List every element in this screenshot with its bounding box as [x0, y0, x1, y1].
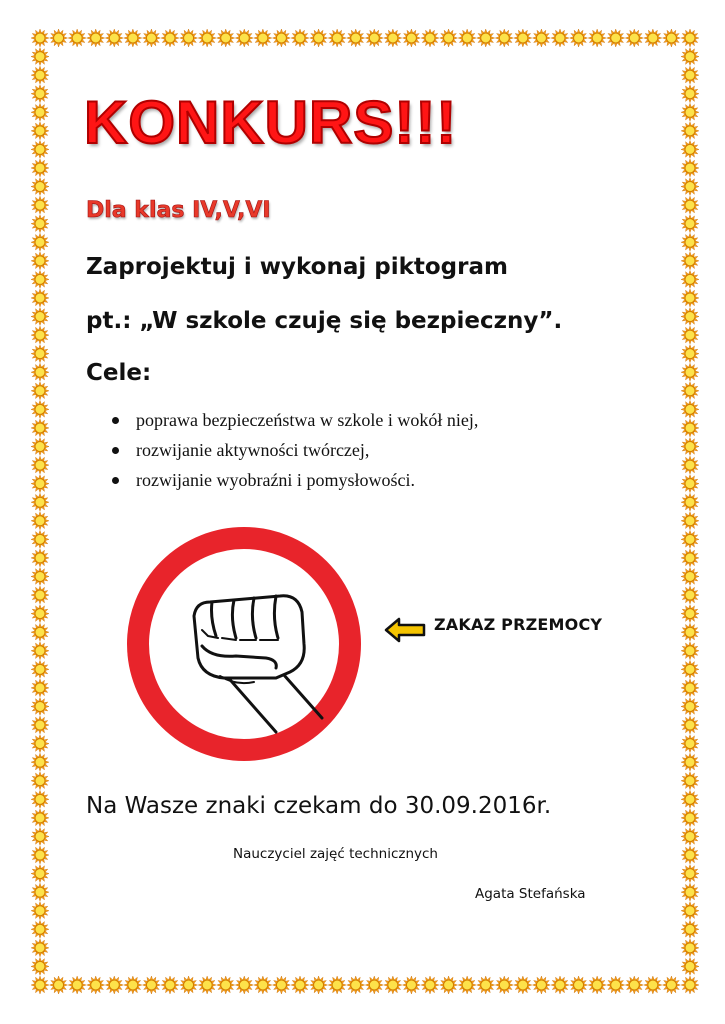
goals-heading: Cele:	[86, 360, 152, 386]
sun-flower-icon	[31, 345, 49, 363]
bullet-dot-icon	[112, 477, 119, 484]
sun-flower-icon	[440, 976, 458, 994]
sun-flower-icon	[681, 809, 699, 827]
sun-flower-icon	[681, 586, 699, 604]
sun-flower-icon	[31, 233, 49, 251]
sun-flower-icon	[532, 976, 550, 994]
sun-flower-icon	[31, 270, 49, 288]
sun-flower-icon	[50, 29, 68, 47]
sun-flower-icon	[31, 382, 49, 400]
sun-flower-icon	[681, 753, 699, 771]
sun-flower-icon	[272, 29, 290, 47]
sun-flower-icon	[347, 976, 365, 994]
sun-flower-icon	[421, 29, 439, 47]
sun-flower-icon	[681, 920, 699, 938]
sun-flower-icon	[384, 976, 402, 994]
sun-flower-icon	[31, 289, 49, 307]
teacher-name: Agata Stefańska	[475, 886, 586, 902]
sun-flower-icon	[254, 29, 272, 47]
sun-flower-icon	[458, 29, 476, 47]
sun-flower-icon	[681, 140, 699, 158]
sun-flower-icon	[31, 939, 49, 957]
sun-flower-icon	[570, 976, 588, 994]
sun-flower-icon	[681, 697, 699, 715]
sun-flower-icon	[681, 530, 699, 548]
sun-flower-icon	[235, 29, 253, 47]
sun-flower-icon	[254, 976, 272, 994]
sun-flower-icon	[198, 29, 216, 47]
goal-text: rozwijanie wyobraźni i pomysłowości.	[136, 470, 415, 490]
sun-flower-icon	[31, 586, 49, 604]
sun-flower-icon	[31, 660, 49, 678]
sun-flower-icon	[532, 29, 550, 47]
sun-flower-icon	[161, 29, 179, 47]
sun-flower-icon	[31, 716, 49, 734]
sun-flower-icon	[31, 215, 49, 233]
sun-flower-icon	[402, 976, 420, 994]
sun-flower-icon	[105, 29, 123, 47]
sun-flower-icon	[291, 976, 309, 994]
list-item	[108, 435, 478, 465]
sun-flower-icon	[514, 976, 532, 994]
sun-flower-icon	[681, 85, 699, 103]
sun-flower-icon	[681, 159, 699, 177]
sun-flower-icon	[681, 382, 699, 400]
sun-flower-icon	[495, 29, 513, 47]
sun-flower-icon	[31, 827, 49, 845]
sun-flower-icon	[124, 29, 142, 47]
sun-flower-icon	[31, 308, 49, 326]
sun-flower-icon	[681, 103, 699, 121]
sun-flower-icon	[402, 29, 420, 47]
sun-flower-icon	[142, 29, 160, 47]
sun-flower-icon	[31, 400, 49, 418]
sun-flower-icon	[681, 827, 699, 845]
sun-flower-icon	[31, 66, 49, 84]
sun-flower-icon	[681, 493, 699, 511]
sun-flower-icon	[588, 29, 606, 47]
teacher-role: Nauczyciel zajęć technicznych	[233, 846, 438, 862]
sun-flower-icon	[681, 567, 699, 585]
sun-flower-icon	[681, 48, 699, 66]
sun-flower-icon	[31, 438, 49, 456]
no-violence-fist-icon	[126, 526, 362, 762]
sun-flower-icon	[607, 976, 625, 994]
sun-flower-icon	[31, 363, 49, 381]
sun-flower-icon	[477, 976, 495, 994]
sun-flower-icon	[625, 976, 643, 994]
bullet-dot-icon	[112, 447, 119, 454]
sun-flower-icon	[681, 178, 699, 196]
sun-flower-icon	[681, 939, 699, 957]
sun-flower-icon	[644, 976, 662, 994]
sun-flower-icon	[31, 920, 49, 938]
sun-flower-icon	[217, 976, 235, 994]
sun-flower-icon	[291, 29, 309, 47]
sun-flower-icon	[31, 103, 49, 121]
sun-flower-icon	[681, 326, 699, 344]
sun-flower-icon	[551, 976, 569, 994]
sun-flower-icon	[681, 846, 699, 864]
goals-list	[108, 405, 478, 495]
sun-flower-icon	[681, 549, 699, 567]
sun-flower-icon	[588, 976, 606, 994]
sun-flower-icon	[495, 976, 513, 994]
task-line-1: Zaprojektuj i wykonaj piktogram	[86, 254, 508, 280]
sun-flower-icon	[161, 976, 179, 994]
sun-flower-icon	[31, 493, 49, 511]
sun-flower-icon	[681, 456, 699, 474]
sun-flower-icon	[31, 475, 49, 493]
goal-text: poprawa bezpieczeństwa w szkole i wokół niej,	[136, 410, 479, 430]
sun-flower-icon	[681, 363, 699, 381]
sun-flower-icon	[31, 48, 49, 66]
deadline-text: Na Wasze znaki czekam do 30.09.2016r.	[86, 793, 552, 819]
sun-flower-icon	[681, 419, 699, 437]
sun-flower-icon	[31, 567, 49, 585]
sun-flower-icon	[681, 252, 699, 270]
sun-flower-icon	[310, 29, 328, 47]
sun-flower-icon	[31, 697, 49, 715]
sun-flower-icon	[31, 85, 49, 103]
sun-flower-icon	[68, 29, 86, 47]
sun-flower-icon	[31, 530, 49, 548]
sun-flower-icon	[31, 809, 49, 827]
sun-flower-icon	[31, 772, 49, 790]
sun-flower-icon	[625, 29, 643, 47]
sun-flower-icon	[681, 605, 699, 623]
sun-flower-icon	[142, 976, 160, 994]
sun-flower-icon	[31, 252, 49, 270]
sun-flower-icon	[681, 345, 699, 363]
sun-flower-icon	[31, 605, 49, 623]
sun-flower-icon	[31, 512, 49, 530]
sun-flower-icon	[681, 66, 699, 84]
sun-flower-icon	[31, 642, 49, 660]
sun-flower-icon	[681, 716, 699, 734]
sun-flower-icon	[681, 735, 699, 753]
sun-flower-icon	[662, 976, 680, 994]
sun-flower-icon	[607, 29, 625, 47]
sun-flower-icon	[31, 29, 49, 47]
sun-flower-icon	[31, 790, 49, 808]
sun-flower-icon	[681, 772, 699, 790]
sun-flower-icon	[681, 660, 699, 678]
sun-flower-icon	[50, 976, 68, 994]
bullet-dot-icon	[112, 417, 119, 424]
sun-flower-icon	[31, 976, 49, 994]
sun-flower-icon	[477, 29, 495, 47]
sun-flower-icon	[272, 976, 290, 994]
poster-subtitle: Dla klas IV,V,VI	[86, 198, 271, 223]
sun-flower-icon	[31, 865, 49, 883]
sun-flower-icon	[31, 122, 49, 140]
sun-flower-icon	[681, 400, 699, 418]
sun-flower-icon	[662, 29, 680, 47]
sun-flower-icon	[681, 29, 699, 47]
sun-flower-icon	[681, 438, 699, 456]
sun-flower-icon	[31, 159, 49, 177]
sun-flower-icon	[440, 29, 458, 47]
sun-flower-icon	[31, 846, 49, 864]
sun-flower-icon	[217, 29, 235, 47]
sun-flower-icon	[681, 902, 699, 920]
sun-flower-icon	[681, 512, 699, 530]
list-item	[108, 465, 478, 495]
sun-flower-icon	[681, 865, 699, 883]
poster-title: KONKURS!!!	[84, 89, 458, 156]
sun-flower-icon	[514, 29, 532, 47]
sun-flower-icon	[681, 196, 699, 214]
sun-flower-icon	[180, 976, 198, 994]
sun-flower-icon	[31, 902, 49, 920]
sun-flower-icon	[87, 976, 105, 994]
sign-label: ZAKAZ PRZEMOCY	[434, 615, 603, 634]
sun-flower-icon	[681, 642, 699, 660]
sun-flower-icon	[681, 289, 699, 307]
task-line-2: pt.: „W szkole czuję się bezpieczny”.	[86, 308, 563, 334]
sun-flower-icon	[87, 29, 105, 47]
sun-flower-icon	[31, 549, 49, 567]
sun-flower-icon	[31, 957, 49, 975]
sun-flower-icon	[681, 475, 699, 493]
sun-flower-icon	[681, 623, 699, 641]
sun-flower-icon	[31, 753, 49, 771]
sun-flower-icon	[681, 308, 699, 326]
sun-flower-icon	[31, 326, 49, 344]
sun-flower-icon	[235, 976, 253, 994]
sun-flower-icon	[31, 178, 49, 196]
sun-flower-icon	[328, 976, 346, 994]
sun-flower-icon	[681, 957, 699, 975]
sun-flower-icon	[551, 29, 569, 47]
sun-flower-icon	[68, 976, 86, 994]
sun-flower-icon	[570, 29, 588, 47]
sun-flower-icon	[124, 976, 142, 994]
sun-flower-icon	[365, 976, 383, 994]
arrow-left-icon	[383, 617, 427, 643]
sun-flower-icon	[310, 976, 328, 994]
sun-flower-icon	[347, 29, 365, 47]
sun-flower-icon	[31, 679, 49, 697]
sun-flower-icon	[644, 29, 662, 47]
sun-flower-icon	[681, 270, 699, 288]
sun-flower-icon	[681, 790, 699, 808]
sun-flower-icon	[31, 883, 49, 901]
sun-flower-icon	[31, 735, 49, 753]
sun-flower-icon	[31, 419, 49, 437]
sun-flower-icon	[31, 196, 49, 214]
sun-flower-icon	[681, 215, 699, 233]
sun-flower-icon	[681, 233, 699, 251]
goal-text: rozwijanie aktywności twórczej,	[136, 440, 370, 460]
sun-flower-icon	[180, 29, 198, 47]
sun-flower-icon	[384, 29, 402, 47]
sun-flower-icon	[198, 976, 216, 994]
sun-flower-icon	[681, 883, 699, 901]
list-item	[108, 405, 478, 435]
sun-flower-icon	[105, 976, 123, 994]
sun-flower-icon	[31, 456, 49, 474]
sun-flower-icon	[681, 976, 699, 994]
sun-flower-icon	[681, 679, 699, 697]
sun-flower-icon	[31, 623, 49, 641]
sun-flower-icon	[365, 29, 383, 47]
sun-flower-icon	[31, 140, 49, 158]
sun-flower-icon	[328, 29, 346, 47]
sun-flower-icon	[421, 976, 439, 994]
sun-flower-icon	[458, 976, 476, 994]
sun-flower-icon	[681, 122, 699, 140]
